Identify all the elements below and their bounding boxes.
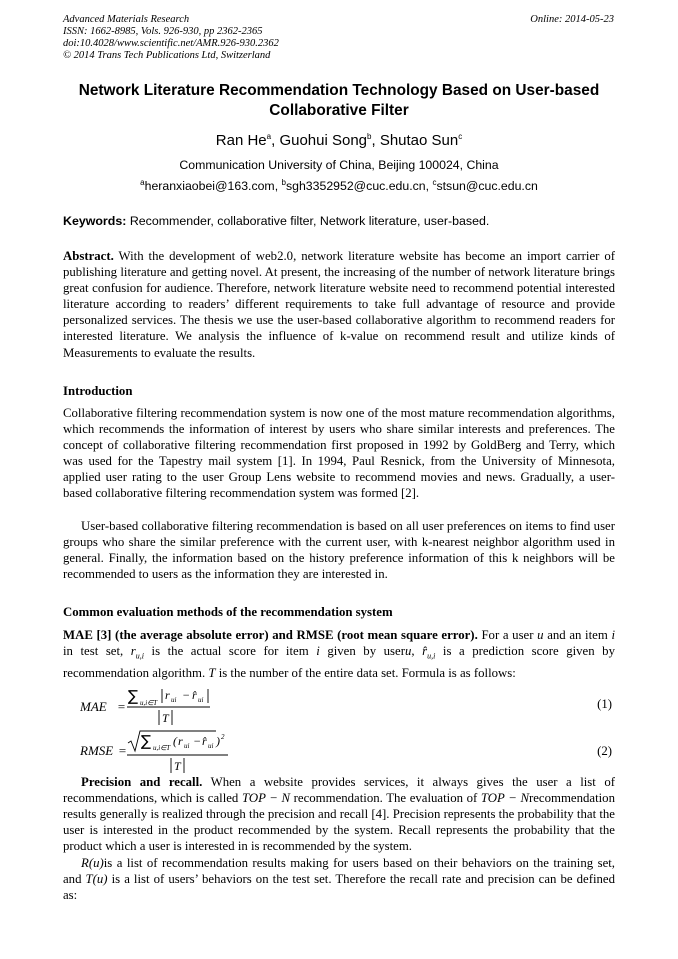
mae-text: given by user	[327, 644, 405, 659]
pr-text: recommendation results generally is realized through the precision and recall [4]. Precision represents the probability that the user is interested in the product recommended by the system. Recall represents the probability that the product which a user is interested in is recommended by the system.	[63, 791, 615, 854]
rhat-symbol: r̂	[202, 734, 207, 748]
rmse-symbol: RMSE	[80, 743, 114, 758]
T-symbol: T	[174, 759, 181, 773]
intro-paragraph-2: User-based collaborative filtering recommendation is based on all user preferences on items to find user groups who share the similar preference with the current user, with k-nearest neighbor algorithm used in general. Finally, the information based on the history preference information of this k neighbors will be recommended to users as the information they are interested in.	[63, 519, 615, 582]
author-mark: c	[458, 132, 463, 141]
math-T: T	[208, 665, 216, 680]
sum-subscript: u,i∈T	[153, 744, 171, 752]
email-mark: a	[140, 177, 145, 187]
mae-text: and an item	[547, 628, 608, 642]
math-topn: TOP − N	[480, 791, 529, 806]
T-symbol: T	[162, 711, 169, 725]
math-topn: TOP − N	[241, 791, 291, 806]
email-list: $^a$heranxiaobei@163.com, $^b$sgh3352952@cuc.edu.cn, $^c$stsun@cuc.edu.cn	[140, 177, 538, 193]
math-r-sub: u,i	[135, 651, 144, 661]
rhat-symbol: r̂	[192, 688, 197, 702]
abstract-label: Abstract.	[63, 249, 114, 263]
sum-subscript: u,i∈T	[140, 699, 158, 707]
sum-symbol: ∑	[141, 732, 152, 750]
introduction-heading: Introduction	[63, 384, 133, 398]
title-line-2: Collaborative Filter	[269, 102, 409, 119]
ru-text: is a list of users’ behaviors on the test set. Therefore the recall rate and precision can be defined as:	[63, 872, 615, 903]
email-address: stsun@cuc.edu.cn	[436, 179, 538, 193]
equation-2-number: (2)	[597, 744, 612, 758]
close-paren: )	[216, 734, 220, 748]
author-mark: b	[367, 132, 372, 141]
abstract	[63, 248, 615, 361]
email-mark: c	[432, 177, 437, 187]
math-i: i	[316, 644, 320, 659]
rhat-subscript: ui	[208, 742, 214, 750]
math-r: r	[130, 644, 136, 659]
pr-text: When a website provides services, it always gives the user a list of recommendations, which is called	[63, 775, 615, 806]
affiliation: Communication University of China, Beijing 100024, China	[179, 158, 499, 172]
math-Tu: T(u)	[85, 872, 108, 887]
journal-name: Advanced Materials Research	[63, 14, 190, 25]
equals-sign: =	[117, 699, 126, 714]
doi-line: doi:10.4028/www.scientific.net/AMR.926-930.2362	[63, 38, 279, 49]
rmse-formula	[80, 729, 250, 775]
mae-text: is the number of the entire data set. Formula is as follows:	[218, 665, 516, 680]
r-subscript: ui	[184, 742, 190, 750]
mae-symbol: MAE	[80, 699, 107, 714]
evaluation-heading: Common evaluation methods of the recommendation system	[63, 605, 393, 619]
journal-header	[63, 14, 279, 62]
r-symbol: r	[178, 734, 183, 748]
mae-text: is the actual score for item	[151, 644, 309, 659]
equation-2	[80, 729, 250, 779]
recall-definition-paragraph	[63, 855, 615, 903]
mae-label: MAE [3] (the average absolute error) and RMSE (root mean square error).	[63, 628, 478, 642]
equals-sign: =	[118, 743, 127, 758]
email-mark: b	[281, 177, 286, 187]
math-rhat: r̂	[422, 644, 428, 659]
author-name: Guohui Song	[279, 132, 368, 149]
math-Ru: R(u)	[81, 856, 104, 870]
keywords-text: Recommender, collaborative filter, Network literature, user-based.	[129, 214, 490, 228]
precision-recall-label: Precision and recall.	[81, 775, 203, 789]
online-date: Online: 2014-05-23	[530, 14, 614, 25]
ru-text: is a list of recommendation results making for users based on their behaviors on the training set, and	[63, 856, 615, 887]
rhat-subscript: ui	[198, 696, 204, 704]
equation-1	[80, 685, 240, 733]
math-rhat-sub: u,i	[427, 651, 436, 661]
math-u: u	[537, 628, 544, 642]
minus-sign: −	[193, 734, 202, 748]
r-subscript: ui	[171, 696, 177, 704]
square-exponent: 2	[221, 733, 225, 741]
sum-symbol: ∑	[128, 687, 139, 705]
math-i: i	[611, 628, 616, 642]
author-name: Ran He	[215, 132, 267, 149]
keywords	[63, 213, 615, 229]
open-paren: (	[173, 734, 177, 748]
abstract-text: With the development of web2.0, network literature website has become an import carrier of publishing literature and getting novel. At present, the increasing of the number of network literature brings great confusion for audience. Therefore, network literature website need to recommend potential interested literature according to readers’ different requirements to take full advantage of resource and provide personalized services. The thesis we use the user-based collaborative algorithm to recommend readers for interested literature. We analysis the influence of k-value on recommend result and utilize kinds of Measurements to evaluate the results.	[63, 249, 616, 360]
intro-paragraph-1: Collaborative filtering recommendation system is now one of the most mature recommendation algorithms, which recommends the information of interest by users who share similar interests and preferences. The concept of collaborative filtering recommendation first proposed in 1992 by GoldBerg and Terry, which was used for the Tapestry mail system [1]. In 1994, Paul Resnick, from the University of Minnesota, applied user rating to the user Group Lens website to recommend movies and news. Gradually, a user-based collaborative filtering recommendation system was formed [2].	[63, 406, 615, 501]
pr-text: recommendation. The evaluation of	[293, 791, 478, 806]
keywords-label: Keywords:	[63, 214, 127, 228]
minus-sign: −	[182, 688, 191, 702]
email-address: sgh3352952@cuc.edu.cn	[285, 179, 426, 193]
r-symbol: r	[165, 688, 170, 702]
author-list: Ran He$^a$, Guohui Song$^b$, Shutao Sun$^c$	[215, 132, 463, 149]
issn-line: ISSN: 1662-8985, Vols. 926-930, pp 2362-2365	[63, 26, 263, 37]
title-line-1: Network Literature Recommendation Technology Based on User-based	[78, 82, 600, 99]
mae-text: For a user	[481, 628, 534, 642]
mae-paragraph: MAE [3] (the average absolute error) and RMSE (root mean square error). For a user u and an item i in test set, $r_{u,i}$ is the actual score for item i given by useru, $r̂_{u,i}$ is a prediction score given by recommendation algorithm. T is the number of the entire data set. Formula is as follows:	[63, 628, 616, 680]
precision-recall-paragraph	[63, 774, 615, 854]
email-address: heranxiaobei@163.com	[144, 179, 275, 193]
author-mark: a	[266, 132, 272, 141]
author-name: Shutao Sun	[379, 132, 459, 149]
mae-text: is a prediction score given by recommendation algorithm.	[63, 644, 615, 680]
copyright-line: © 2014 Trans Tech Publications Ltd, Switzerland	[63, 50, 271, 61]
equation-1-number: (1)	[597, 697, 612, 711]
mae-formula	[80, 685, 240, 729]
paper-title	[40, 81, 638, 121]
mae-text: in test set,	[63, 644, 124, 659]
math-u: u	[404, 644, 412, 659]
